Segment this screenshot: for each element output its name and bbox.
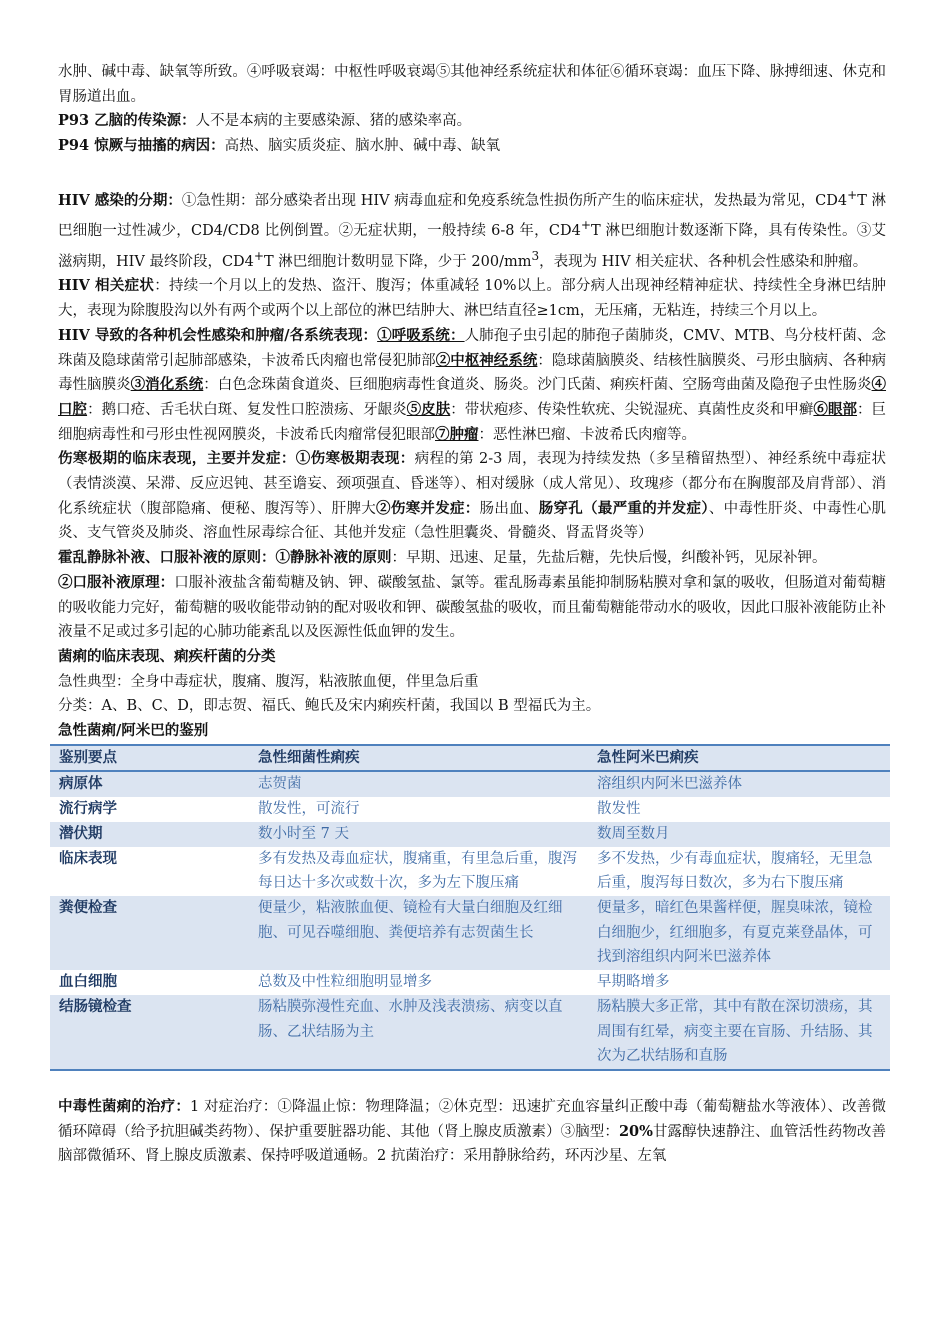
table-row: 粪便检查 便量少，粘液脓血便、镜检有大量白细胞及红细胞、可见吞噬细胞、粪便培养有志贺菌生长 便量多，暗红色果酱样便，腥臭味浓，镜检白细胞少，红细胞多，有夏克莱登晶体，可找到溶组织内阿米巴滋养体 — [50, 896, 890, 970]
spacer — [58, 159, 886, 183]
section-hiv-stages: HIV 感染的分期：①急性期：部分感染者出现 HIV 病毒血症和免疫系统急性损伤所产生的临床症状，发热最为常见，CD4+T 淋巴细胞一过性减少，CD4/CD8 比例倒置。②无症状期，一般持续 6-8 年，CD4+T 淋巴细胞计数逐渐下降，具有传染性。③艾滋病期，HIV 最终阶段，CD4+T 淋巴细胞计数明显下降，少于 $200/mm^3$，表现为 HIV 相关症状、各种机会性感染和肿瘤。 — [58, 187, 886, 270]
table-header-cell: 急性阿米巴痢疾 — [597, 748, 699, 766]
section-heading: 伤寒极期的临床表现，主要并发症： — [58, 450, 296, 468]
section-heading: P93 乙脑的传染源： — [58, 112, 196, 130]
table-row: 临床表现 多有发热及毒血症状，腹痛重，有里急后重，腹泻每日达十多次或数十次，多为左下腹压痛 多不发热，少有毒血症状，腹痛轻，无里急后重，腹泻每日数次，多为右下腹压痛 — [59, 849, 873, 892]
table-row: 病原体 志贺菌 溶组织内阿米巴滋养体 — [50, 771, 890, 797]
dysentery-classification: 分类：A、B、C、D，即志贺、福氏、鲍氏及宋内痢疾杆菌，我国以 B 型福氏为主。 — [58, 698, 601, 715]
table-row: 潜伏期 数小时至 7 天 数周至数月 — [50, 822, 890, 847]
table-title: 急性菌痢/阿米巴的鉴别 — [58, 722, 209, 740]
section-heading: 霍乱静脉补液、口服补液的原则： — [58, 549, 276, 567]
table-row: 血白细胞 总数及中性粒细胞明显增多 早期略增多 — [59, 973, 670, 991]
table-row: 结肠镜检查 肠粘膜弥漫性充血、水肿及浅表溃疡、病变以直肠、乙状结肠为主 肠粘膜大多正常，其中有散在深切溃疡，其周围有红晕，病变主要在盲肠、升结肠、其次为乙状结肠和直肠 — [50, 995, 890, 1070]
document-page — [58, 60, 886, 1169]
section-hiv-opportunistic: HIV 导致的各种机会性感染和肿瘤/各系统表现：①呼吸系统：人肺孢子虫引起的肺孢子菌肺炎，CMV、MTB、鸟分枝杆菌、念珠菌及隐球菌常引起肺部感染，卡波希氏肉瘤也常侵犯肺部②中枢神经系统：隐球菌脑膜炎、结核性脑膜炎、弓形虫脑病、各种病毒性脑膜炎③消化系统：白色念珠菌食道炎、巨细胞病毒性食道炎、肠炎。沙门氏菌、痢疾杆菌、空肠弯曲菌及隐孢子虫性肠炎④口腔：鹅口疮、舌毛状白斑、复发性口腔溃疡、牙龈炎⑤皮肤：带状疱疹、传染性软疣、尖锐湿疣、真菌性皮炎和甲癣⑥眼部：巨细胞病毒性和弓形虫性视网膜炎，卡波希氏肉瘤常侵犯眼部⑦肿瘤：恶性淋巴瘤、卡波希氏肉瘤等。 — [58, 326, 887, 443]
section-typhoid: 伤寒极期的临床表现，主要并发症：①伤寒极期表现：病程的第 2-3 周，表现为持续发热（多呈稽留热型）、神经系统中毒症状（表情淡漠、呆滞、反应迟钝、甚至谵妄、颈项强直、昏迷等）、相对缓脉（成人常见）、玫瑰疹（都分布在胸腹部及肩背部）、消化系统症状（腹部隐痛、便秘、腹泻等）、肝脾大②伤寒并发症：肠出血、肠穿孔（最严重的并发症）、中毒性肝炎、中毒性心肌炎、支气管炎及肺炎、溶血性尿毒综合征、其他并发症（急性胆囊炎、骨髓炎、肾盂肾炎等） — [58, 450, 887, 542]
dysentery-typical: 急性典型：全身中毒症状，腹痛、腹泻，粘液脓血便，伴里急后重 — [58, 673, 479, 690]
section-p93: P93 乙脑的传染源：人不是本病的主要感染源、猪的感染率高。 — [58, 112, 472, 130]
section-heading: HIV 导致的各种机会性感染和肿瘤/各系统表现： — [58, 326, 378, 344]
section-heading: 中毒性菌痢的治疗： — [58, 1097, 191, 1115]
table-header-cell: 急性细菌性痢疾 — [258, 748, 360, 766]
section-cholera-oral: ②口服补液原理：口服补液盐含葡萄糖及钠、钾、碳酸氢盐、氯等。霍乱肠毒素虽能抑制肠粘膜对拿和氯的吸收，但肠道对葡萄糖的吸收能力完好，葡萄糖的吸收能带动钠的配对吸收和钾、碳酸氢盐的吸收，而且葡萄糖能带动水的吸收，因此口服补液能防止补液量不足或过多引起的心肺功能紊乱以及医源性低血钾的发生。 — [58, 573, 886, 641]
table-header-cell: 鉴别要点 — [59, 748, 117, 766]
section-toxic-dysentery: 中毒性菌痢的治疗：1 对症治疗：①降温止惊：物理降温；②休克型：迅速扩充血容量纠正酸中毒（葡萄糖盐水等液体）、改善微循环障碍（给予抗胆碱类药物）、保护重要脏器功能、其他（肾上腺皮质激素）③脑型：20%甘露醇快速静注、血管活性药物改善脑部微循环、肾上腺皮质激素、保持呼吸道通畅。2 抗菌治疗：采用静脉给药，环丙沙星、左氧 — [58, 1097, 887, 1165]
table-row: 流行病学 散发性，可流行 散发性 — [59, 800, 641, 818]
section-cholera: 霍乱静脉补液、口服补液的原则：①静脉补液的原则：早期、迅速、足量，先盐后糖，先快后慢，纠酸补钙，见尿补钾。 — [58, 549, 827, 567]
section-hiv-related: HIV 相关症状：持续一个月以上的发热、盗汗、腹泻；体重减轻 10%以上。部分病人出现神经精神症状、持续性全身淋巴结肿大，表现为除腹股沟以外有两个或两个以上部位的淋巴结肿大、淋巴结直径≥1cm，无压痛，无粘连，持续三个月以上。 — [58, 277, 886, 320]
section-dysentery-heading: 菌痢的临床表现、痢疾杆菌的分类 — [58, 647, 276, 665]
section-heading: HIV 相关症状 — [58, 277, 155, 295]
section-p94: P94 惊厥与抽搐的病因：高热、脑实质炎症、脑水肿、碱中毒、缺氧 — [58, 137, 501, 155]
comparison-table — [50, 744, 890, 1071]
paragraph-continuation: 水肿、碱中毒、缺氧等所致。④呼吸衰竭：中枢性呼吸衰竭⑤其他神经系统症状和体征⑥循环衰竭：血压下降、脉搏细速、休克和胃肠道出血。 — [58, 64, 886, 105]
section-heading: P94 惊厥与抽搐的病因： — [58, 137, 225, 155]
spacer — [58, 1071, 886, 1095]
table-header-row — [50, 745, 890, 772]
section-heading: HIV 感染的分期： — [58, 191, 182, 209]
